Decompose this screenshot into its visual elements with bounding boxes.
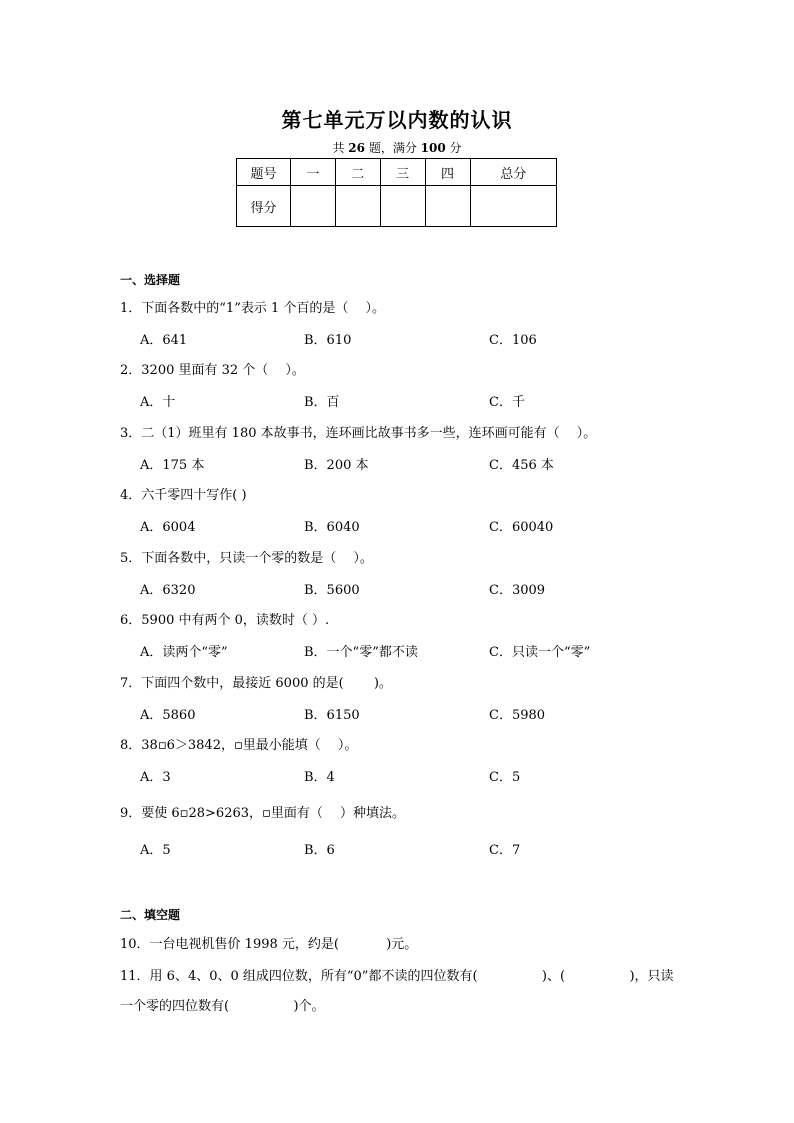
option-b[interactable]: B．百	[304, 395, 340, 410]
score-table-header-cell: 总分	[470, 159, 557, 186]
option-c[interactable]: C．106	[489, 333, 537, 348]
question-stem: 4．六千零四十写作( )	[120, 488, 247, 503]
option-a[interactable]: A．6004	[140, 520, 196, 535]
subtitle-prefix: 共	[332, 141, 345, 155]
option-c[interactable]: C．千	[489, 395, 525, 410]
question-stem: 3．二（1）班里有 180 本故事书，连环画比故事书多一些，连环画可能有（ ）。	[120, 426, 597, 441]
score-table-header-cell: 一	[291, 159, 336, 186]
fill-question: 11．用 6、4、0、0 组成四位数，所有“0”都不读的四位数有( )、( )，只读	[120, 969, 674, 984]
question-stem: 1．下面各数中的“1”表示 1 个百的是（ ）。	[120, 301, 386, 316]
score-table-header-cell: 二	[335, 159, 380, 186]
page-title: 第七单元万以内数的认识	[281, 108, 513, 132]
option-c[interactable]: C．456 本	[489, 458, 554, 473]
option-c[interactable]: C．只读一个“零”	[489, 645, 591, 660]
option-c[interactable]: C．5	[489, 770, 521, 785]
question-stem: 5．下面各数中，只读一个零的数是（ ）。	[120, 551, 373, 566]
score-table-header-cell: 题号	[237, 159, 291, 186]
option-c[interactable]: C．5980	[489, 708, 546, 723]
score-table-header-cell: 三	[380, 159, 425, 186]
fill-question-continuation: 一个零的四位数有( )个。	[120, 999, 325, 1014]
option-b[interactable]: B．6	[304, 843, 335, 858]
score-cell[interactable]	[425, 186, 470, 227]
option-b[interactable]: B．610	[304, 333, 352, 348]
score-table	[236, 158, 557, 227]
score-table-header-cell: 四	[425, 159, 470, 186]
page-subtitle	[0, 139, 794, 156]
option-a[interactable]: A．5	[140, 843, 171, 858]
section-title-fill: 二、填空题	[120, 908, 181, 922]
option-a[interactable]: A．6320	[140, 583, 196, 598]
option-c[interactable]: C．7	[489, 843, 521, 858]
full-score: 100	[420, 141, 446, 155]
score-table-header-row	[237, 159, 557, 186]
option-a[interactable]: A．十	[140, 395, 176, 410]
option-a[interactable]: A．读两个“零”	[140, 645, 228, 660]
option-a[interactable]: A．175 本	[140, 458, 205, 473]
question-stem: 7．下面四个数中，最接近 6000 的是( )。	[120, 676, 392, 691]
score-row-label: 得分	[237, 186, 291, 227]
option-b[interactable]: B．6040	[304, 520, 360, 535]
option-c[interactable]: C．3009	[489, 583, 546, 598]
option-b[interactable]: B．一个“零”都不读	[304, 645, 418, 660]
option-a[interactable]: A．3	[140, 770, 171, 785]
score-table-score-row	[237, 186, 557, 227]
question-stem: 6．5900 中有两个 0，读数时（ ）.	[120, 613, 330, 628]
option-a[interactable]: A．5860	[140, 708, 196, 723]
score-cell-total[interactable]	[470, 186, 557, 227]
fill-question: 10．一台电视机售价 1998 元，约是( )元。	[120, 937, 418, 952]
subtitle-suffix: 分	[449, 141, 462, 155]
score-cell[interactable]	[380, 186, 425, 227]
question-stem: 9．要使 6▫28>6263，▫里面有（ ）种填法。	[120, 806, 405, 821]
question-stem: 8．38▫6＞3842，▫里最小能填（ ）。	[120, 738, 358, 753]
question-count: 26	[348, 141, 365, 155]
option-a[interactable]: A．641	[140, 333, 188, 348]
option-c[interactable]: C．60040	[489, 520, 554, 535]
score-cell[interactable]	[291, 186, 336, 227]
option-b[interactable]: B．4	[304, 770, 335, 785]
option-b[interactable]: B．200 本	[304, 458, 369, 473]
option-b[interactable]: B．6150	[304, 708, 360, 723]
section-title-choice: 一、选择题	[120, 273, 181, 287]
score-cell[interactable]	[335, 186, 380, 227]
option-b[interactable]: B．5600	[304, 583, 360, 598]
question-stem: 2．3200 里面有 32 个（ ）。	[120, 363, 305, 378]
subtitle-mid: 题，满分	[368, 141, 417, 155]
